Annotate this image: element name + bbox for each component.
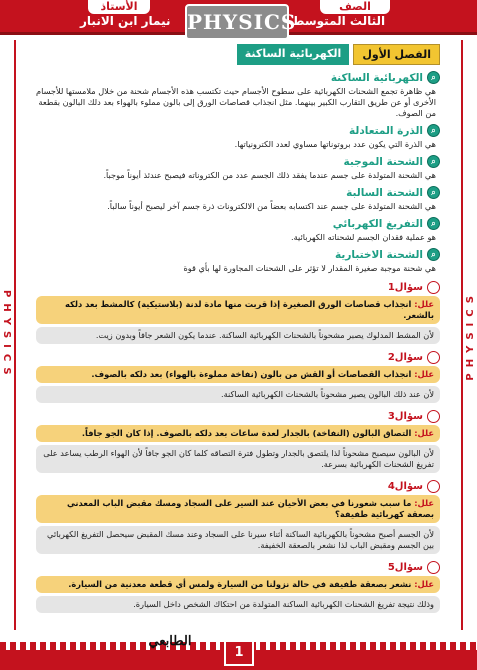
section-text: هي الشحنة المتولدة على جسم عند اكتسابه بعضاً من الالكترونات ذرة جسم آخر ليصبح أيوناً سالباً. <box>107 201 436 211</box>
section-text: هي ظاهرة تجمع الشحنات الكهربائية على سطوح الأجسام حيث تكتسب هذه الأجسام شحنة من خلال ملامستها للأجسام الأخرى أو عن طريق التقارب الكبير بينهما. مثل انجذاب قصاصات الورق إلى بالون مملوء بالهواء بعد دلك البالون بقطعة من الصوف. <box>36 86 436 118</box>
question-4 <box>36 480 440 554</box>
physics-logo: PHYSICS <box>185 4 289 40</box>
explain-label: علل: <box>414 428 434 438</box>
magnifier-icon: ⌕ <box>427 248 440 261</box>
question-heading: سؤال5 <box>387 562 423 573</box>
section-text: هي شحنة موجبة صغيرة المقدار لا تؤثر على الشحنات المجاورة لها بأي قوة <box>183 263 436 273</box>
question-5 <box>36 561 440 613</box>
answer-box: وذلك نتيجة تفريغ الشحنات الكهربائية الساكنة المتولدة من احتكاك الشخص داخل السيارة. <box>36 596 440 613</box>
question-text: ما سبب شعورنا في بعض الأحيان عند السير على السجاد ومسك مقبض الباب المعدني بصعقة كهربائية طفيفة؟ <box>67 498 434 519</box>
chapter-badge: الفصل الأول <box>353 44 440 65</box>
title-row <box>36 44 440 65</box>
answer-box: لأن عند ذلك البالون يصير مشحوناً بالشحنات الكهربائية الساكنة. <box>36 386 440 403</box>
teacher-label: الأستاذ <box>88 0 150 14</box>
page-footer <box>0 634 477 670</box>
question-text: نشعر بصعقة طفيفة في حالة نزولنا من السيارة ولمس أي قطعة معدنية من السيارة. <box>68 579 412 589</box>
question-heading: سؤال4 <box>387 481 423 492</box>
section-text: هي الشحنة المتولدة على جسم عندما يفقد ذلك الجسم عدد من الكتروناته فيصبح عندئذ أيوناً موجباً. <box>103 170 436 180</box>
publisher-brand: الطابعي <box>148 634 192 649</box>
question-icon <box>427 351 440 364</box>
question-box <box>36 366 440 383</box>
page-header <box>0 0 477 36</box>
side-label-left: PHYSICS <box>1 290 12 381</box>
side-strip-left <box>0 40 16 630</box>
section-heading: الذرة المتعادلة <box>349 124 423 137</box>
question-heading: سؤال2 <box>387 352 423 363</box>
section-static-electricity <box>36 71 440 119</box>
question-icon <box>427 281 440 294</box>
section-heading: الشحنة الموجبة <box>343 155 423 168</box>
magnifier-icon: ⌕ <box>427 71 440 84</box>
side-label-right: PHYSICS <box>465 290 476 381</box>
section-heading: الشحنة السالبة <box>346 186 423 199</box>
question-2 <box>36 351 440 403</box>
question-icon <box>427 410 440 423</box>
page-number: 1 <box>224 640 254 666</box>
question-text: التصاق البالون (النفاخة) بالجدار لعدة ساعات بعد دلكه بالصوف. إذا كان الجو جافاً. <box>81 428 412 438</box>
question-text: انجذاب القصاصات أو القش من بالون (نفاخة مملوءة بالهواء) بعد دلكه بالصوف. <box>91 369 412 379</box>
section-positive-charge <box>36 155 440 181</box>
teacher-name: نيمار ابن الانبار <box>80 14 171 28</box>
section-heading: الكهربائية الساكنة <box>330 71 423 84</box>
magnifier-icon: ⌕ <box>427 217 440 230</box>
question-1 <box>36 281 440 344</box>
magnifier-icon: ⌕ <box>427 186 440 199</box>
answer-box: لأن المشط المدلوك يصبر مشحوناً بالشحنات الكهربائية الساكنة. عندما يكون الشعر جافاً وبدون زيت. <box>36 327 440 344</box>
question-box <box>36 495 440 523</box>
question-icon <box>427 480 440 493</box>
question-icon <box>427 561 440 574</box>
question-box <box>36 425 440 442</box>
section-text: هو عملية فقدان الجسم لشحناته الكهربائية. <box>290 232 436 242</box>
section-negative-charge <box>36 186 440 212</box>
topic-badge: الكهربائية الساكنة <box>237 44 350 65</box>
explain-label: علل: <box>414 369 434 379</box>
section-heading: التفريغ الكهربائي <box>332 217 423 230</box>
answer-box: لأن البالون سيصبح مشحوناً لذا يلتصق بالجدار وتطول فترة التصاقه كلما كان الجو جافاً لأن الهواء الرطب يساعد على تفريغ الشحنات الكهربائية بسرعة. <box>36 445 440 473</box>
explain-label: علل: <box>414 498 434 508</box>
side-strip-right <box>461 40 477 630</box>
explain-label: علل: <box>414 299 434 309</box>
page-content <box>36 44 440 613</box>
question-text: انجذاب قصاصات الورق الصغيرة إذا قربت منها مادة لدنة (بلاستيكية) كالمشط بعد دلكه بالشعر. <box>64 299 434 320</box>
section-heading: الشحنة الاختبارية <box>335 248 423 261</box>
explain-label: علل: <box>414 579 434 589</box>
magnifier-icon: ⌕ <box>427 124 440 137</box>
section-discharge <box>36 217 440 243</box>
grade-label: الصف <box>320 0 390 14</box>
question-box <box>36 296 440 324</box>
question-3 <box>36 410 440 473</box>
grade-value: الثالث المتوسط <box>292 14 386 28</box>
section-test-charge <box>36 248 440 274</box>
section-text: هي الذرة التي يكون عدد بروتوناتها مساوي لعدد الكترونياتها. <box>234 139 436 149</box>
question-heading: سؤال1 <box>387 282 423 293</box>
answer-box: لأن الجسم أصبح مشحوناً بالكهربائية الساكنة أثناء سيرنا على السجاد وعند مسك المقبض سيحصل التفريغ الكهربائي بين الجسم ومقبض الباب لذا نشعر بالصعقة الخفيفة. <box>36 526 440 554</box>
magnifier-icon: ⌕ <box>427 155 440 168</box>
question-box <box>36 576 440 593</box>
section-neutral-atom <box>36 124 440 150</box>
question-heading: سؤال3 <box>387 411 423 422</box>
